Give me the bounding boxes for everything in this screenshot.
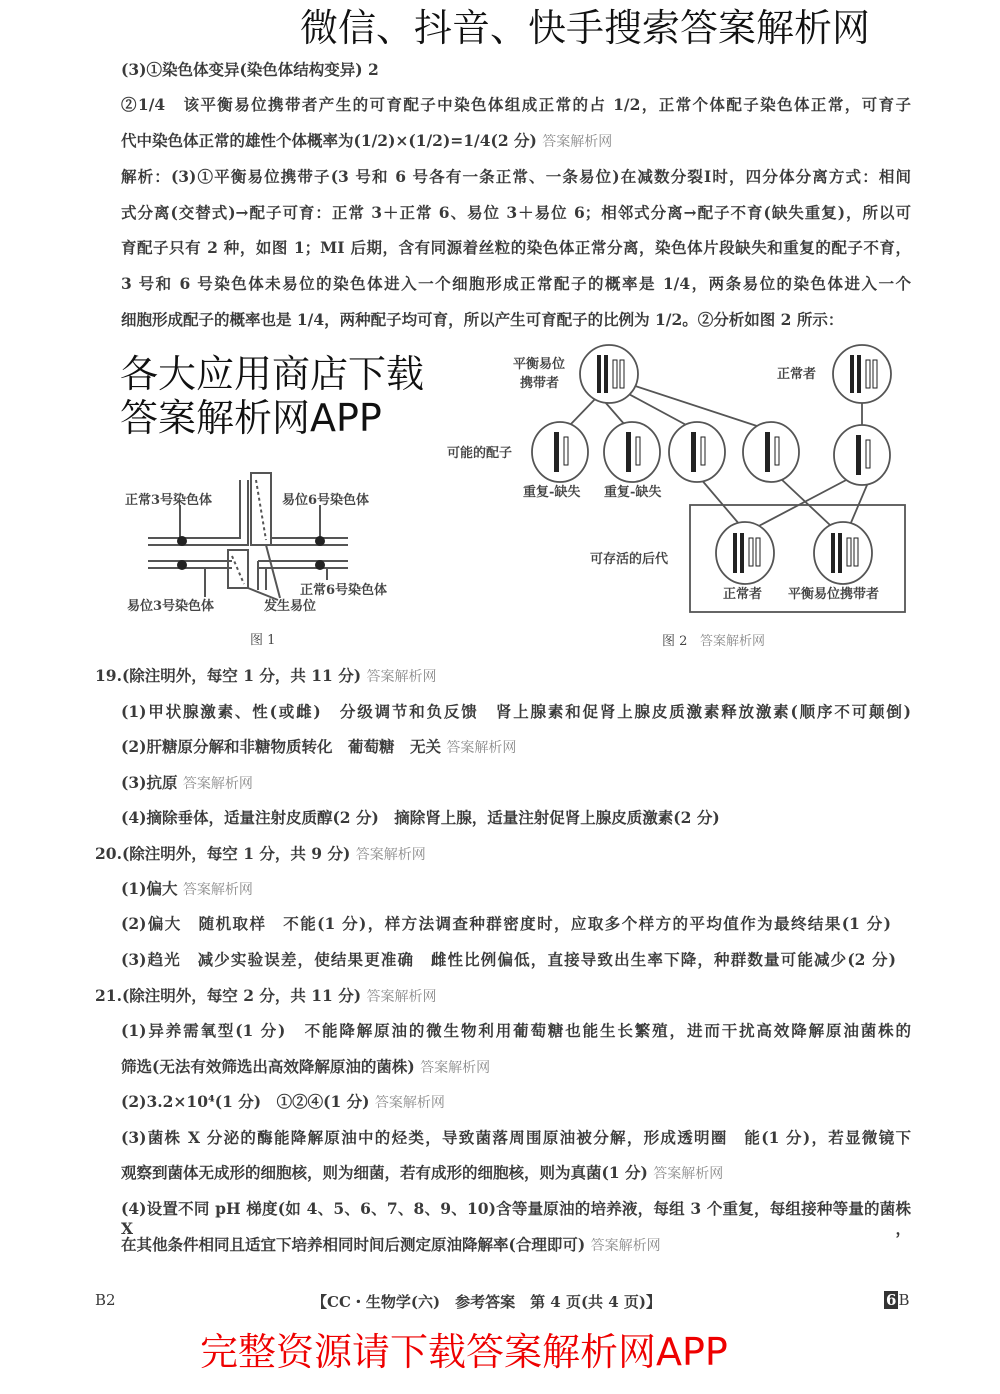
analysis-line: 育配子只有 2 种，如图 1；MI 后期，含有同源着丝粒的染色体正常分离，染色体片段缺失和重复的配子不育， (121, 238, 911, 257)
answer-line: (1)甲状腺激素、性(或雌) 分级调节和负反馈 肾上腺素和促肾上腺皮质激素释放激素(顺序不可颠倒) (121, 702, 911, 721)
analysis-line: 细胞形成配子的概率也是 1/4，两种配子均可育，所以产生可育配子的比例为 1/2。②分析如图 2 所示： (121, 310, 844, 329)
answer-line: (1)异养需氧型(1 分) 不能降解原油的微生物利用葡萄糖也能生长繁殖，进而干扰高效降解原油菌株的 (121, 1021, 911, 1040)
label-dup-del: 重复-缺失 (604, 485, 662, 500)
offspring-carrier-cell (814, 522, 872, 584)
label-translocated-3: 易位3号染色体 (127, 599, 215, 614)
answer-line (121, 1163, 723, 1184)
gamete-cell (532, 422, 588, 482)
label-offspring-carrier: 平衡易位携带者 (788, 587, 880, 602)
question-20-header (95, 844, 426, 865)
gamete-cell (669, 422, 725, 482)
answer-text: (1)偏大 (121, 879, 178, 898)
analysis-line: 3 号和 6 号染色体未易位的染色体进入一个细胞形成正常配子的概率是 1/4，两条易位的染色体进入一个 (121, 274, 911, 293)
label-carrier: 携带者 (520, 376, 560, 391)
question-header: 21.(除注明外，每空 2 分，共 11 分) (95, 986, 362, 1005)
answer-text: 观察到菌体无成形的细胞核，则为细菌，若有成形的细胞核，则为真菌(1 分) (121, 1163, 648, 1182)
answer-line: (2)偏大 随机取样 不能(1 分)，样方法调查种群密度时，应取多个样方的平均值作为最终结果(1 分) (121, 914, 891, 933)
source-tag: 答案解析网 (542, 134, 613, 150)
gamete-cell (743, 422, 799, 482)
source-tag: 答案解析网 (182, 776, 253, 792)
centromere (177, 536, 187, 546)
source-tag: 答案解析网 (653, 1166, 724, 1182)
label-normal-6: 正常6号染色体 (300, 583, 388, 598)
figure-1-caption: 图 1 (250, 633, 276, 648)
footer-left: B2 (95, 1291, 116, 1309)
answer-line (121, 1092, 445, 1113)
label-normal-3: 正常3号染色体 (125, 493, 213, 508)
answer-text: (2)3.2×10⁴(1 分) ①②④(1 分) (121, 1092, 370, 1111)
figure-2-caption: 图 2 (662, 634, 688, 649)
label-gametes: 可能的配子 (447, 446, 513, 461)
translocation-box (251, 473, 271, 545)
watermark-top-left: 各大应用商店下载答案解析网APP (120, 352, 425, 440)
source-tag: 答案解析网 (374, 1095, 445, 1111)
source-tag: 答案解析网 (420, 1060, 491, 1076)
answer-line: (3)趋光 减少实验误差，使结果更准确 雌性比例偏低，直接导致出生率下降，种群数量可能减少(2 分) (121, 950, 896, 969)
centromere (315, 560, 325, 570)
label-carrier: 平衡易位 (513, 357, 566, 372)
answer-line: (3)菌株 X 分泌的酶能降解原油中的烃类，导致菌落周围原油被分解，形成透明圈 能(1 分)，若显微镜下 (121, 1128, 911, 1147)
carrier-cell (580, 345, 638, 403)
gamete-cell (834, 425, 890, 485)
answer-line (121, 1235, 661, 1256)
answer-text: 在其他条件相同且适宜下培养相同时间后测定原油降解率(合理即可) (121, 1235, 586, 1254)
footer-right (884, 1291, 909, 1309)
centromere (315, 536, 325, 546)
question-21-header (95, 986, 436, 1007)
chromosome-line (270, 538, 348, 545)
answer-line (121, 737, 516, 758)
question-header: 20.(除注明外，每空 1 分，共 9 分) (95, 844, 351, 863)
answer-line (121, 1057, 490, 1078)
source-tag: 答案解析网 (366, 669, 437, 685)
answer-text: (3)抗原 (121, 773, 178, 792)
analysis-line: 解析：(3)①平衡易位携带子(3 号和 6 号各有一条正常、一条易位)在减数分裂Ⅰ时，四分体分离方式：相间 (121, 167, 911, 186)
answer-line: (4)设置不同 pH 梯度(如 4、5、6、7、8、9、10)含等量原油的培养液，每组 3 个重复，每组接种等量的菌株 X， (121, 1199, 911, 1238)
answer-line (121, 879, 253, 900)
chromosome-line (148, 561, 232, 568)
centromere (177, 560, 187, 570)
answer-line (121, 773, 253, 794)
source-tag: 答案解析网 (590, 1238, 661, 1254)
question-19-header (95, 666, 436, 687)
source-tag: 答案解析网 (366, 989, 437, 1005)
answer-line: (3)①染色体变异(染色体结构变异) 2 (121, 60, 379, 79)
label-dup-del: 重复-缺失 (523, 485, 581, 500)
footer-page-info: 【CC・生物学(六) 参考答案 第 4 页(共 4 页)】 (312, 1293, 662, 1311)
answer-line: ②1/4 该平衡易位携带者产生的可育配子中染色体组成正常的占 1/2，正常个体配子染色体正常，可育子 (121, 95, 911, 114)
answer-text: (2)肝糖原分解和非糖物质转化 葡萄糖 无关 (121, 737, 441, 756)
watermark-bottom-right: 微信、抖音、快手搜索答案解析网 (300, 6, 871, 50)
answer-text: 筛选(无法有效筛选出高效降解原油的菌株) (121, 1057, 415, 1076)
gamete-cell (604, 422, 660, 482)
label-viable-offspring: 可存活的后代 (590, 552, 669, 567)
source-tag: 答案解析网 (182, 882, 253, 898)
figure-2 (532, 345, 905, 612)
footer-badge: 6 (886, 1291, 897, 1309)
analysis-line: 式分离(交替式)→配子可育：正常 3＋正常 6、易位 3＋易位 6；相邻式分离→配子不育(缺失重复)，所以可 (121, 203, 911, 222)
normal-cell (833, 345, 891, 403)
footer-right-text: B (898, 1291, 910, 1309)
label-translocated-6: 易位6号染色体 (282, 493, 370, 508)
source-tag: 答案解析网 (355, 847, 426, 863)
answer-text: 代中染色体正常的雄性个体概率为(1/2)×(1/2)=1/4(2 分) (121, 131, 537, 150)
offspring-normal-cell (716, 522, 774, 584)
question-header: 19.(除注明外，每空 1 分，共 11 分) (95, 666, 362, 685)
label-offspring-normal: 正常者 (723, 587, 763, 602)
source-tag: 答案解析网 (446, 740, 517, 756)
answer-line: (4)摘除垂体，适量注射皮质醇(2 分) 摘除肾上腺，适量注射促肾上腺皮质激素(2 分) (121, 808, 720, 827)
watermark-center: 完整资源请下载答案解析网APP (200, 1330, 728, 1374)
label-translocation-event: 发生易位 (264, 599, 317, 614)
label-normal: 正常者 (777, 367, 817, 382)
source-tag: 答案解析网 (700, 634, 766, 649)
chromosome-line (148, 480, 248, 545)
